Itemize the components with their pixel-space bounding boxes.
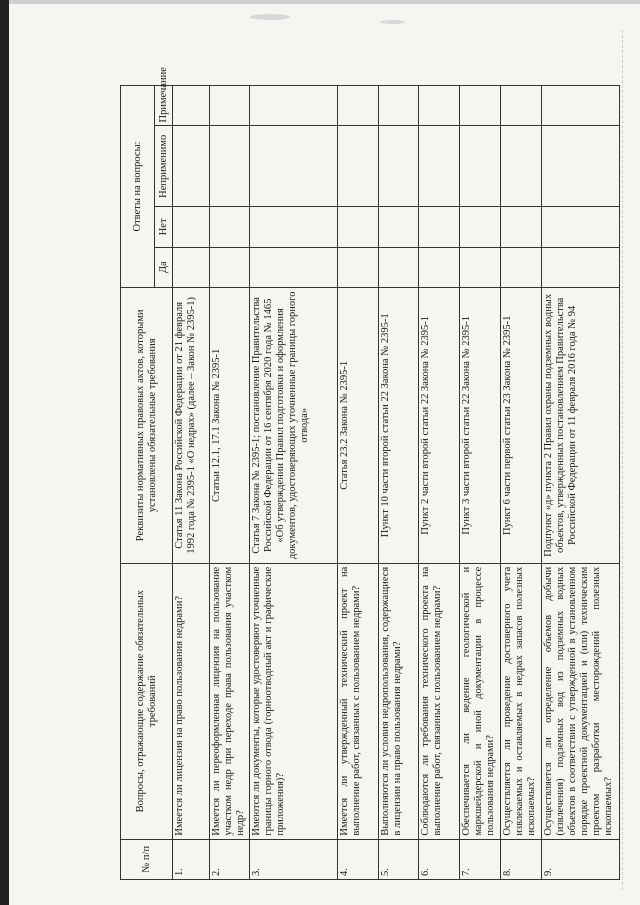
answer-yes-cell[interactable] xyxy=(542,247,620,287)
table-row xyxy=(542,86,620,880)
scan-right-fold xyxy=(622,30,624,890)
answer-note-cell[interactable] xyxy=(337,86,378,126)
answer-no-cell[interactable] xyxy=(337,207,378,247)
row-requisites: Пункт 10 части второй статьи 22 Закона № 2395-1 xyxy=(378,287,419,563)
answer-yes-cell[interactable] xyxy=(378,247,419,287)
answer-yes-cell[interactable] xyxy=(249,247,337,287)
row-question: Имеется ли переоформленная лицензия на пользование участком недр при переходе права пользования участком недр? xyxy=(209,563,249,839)
col-answers-header: Ответы на вопросы: xyxy=(121,86,155,288)
answer-not-applicable-cell[interactable] xyxy=(460,126,501,207)
answer-not-applicable-cell[interactable] xyxy=(378,126,419,207)
col-num-header: № п/п xyxy=(121,839,173,879)
scan-noise xyxy=(250,14,290,20)
row-num: 7. xyxy=(460,839,501,879)
answer-not-applicable-cell[interactable] xyxy=(209,126,249,207)
row-requisites: Пункт 2 части второй статьи 22 Закона № 2395-1 xyxy=(419,287,460,563)
row-question: Выполняются ли условия недропользования, содержащиеся в лицензии на право пользования недрами? xyxy=(378,563,419,839)
row-num: 9. xyxy=(542,839,620,879)
answer-yes-cell[interactable] xyxy=(337,247,378,287)
row-num: 3. xyxy=(249,839,337,879)
answer-not-applicable-cell[interactable] xyxy=(173,126,210,207)
answer-not-applicable-cell[interactable] xyxy=(249,126,337,207)
answer-note-cell[interactable] xyxy=(173,86,210,126)
answer-no-cell[interactable] xyxy=(501,207,542,247)
answer-not-applicable-cell[interactable] xyxy=(337,126,378,207)
row-num: 4. xyxy=(337,839,378,879)
row-question: Соблюдаются ли требования технического проекта на выполнение работ, связанных с пользованием недрами? xyxy=(419,563,460,839)
table-row xyxy=(501,86,542,880)
table-row xyxy=(460,86,501,880)
answer-not-applicable-cell[interactable] xyxy=(501,126,542,207)
col-question-header: Вопросы, отражающие содержание обязательных требований xyxy=(121,563,173,839)
answer-yes-cell[interactable] xyxy=(501,247,542,287)
answer-yes-cell[interactable] xyxy=(460,247,501,287)
scan-noise xyxy=(380,20,405,24)
row-question: Обеспечивается ли ведение геологической и маркшейдерской и иной документации в процессе пользования недрами? xyxy=(460,563,501,839)
document-table-rotated xyxy=(120,67,620,880)
answer-yes-cell[interactable] xyxy=(419,247,460,287)
col-yes-header: Да xyxy=(155,247,173,287)
row-requisites: Статья 11 Закона Российской Федерации от 21 февраля 1992 года № 2395-1 «О недрах» (далее – Закон № 2395-1) xyxy=(173,287,210,563)
row-requisites: Пункт 3 части второй статьи 22 Закона № 2395-1 xyxy=(460,287,501,563)
table-row xyxy=(209,86,249,880)
answer-yes-cell[interactable] xyxy=(173,247,210,287)
col-requisites-header: Реквизиты нормативных правовых актов, которыми установлены обязательные требования xyxy=(121,287,173,563)
row-requisites: Статья 7 Закона № 2395-1; постановление Правительства Российской Федерации от 16 сентября 2020 года № 1465 «Об утверждении Правил подготовки и оформления документов, удостоверяющих уточненные границы горного отвода» xyxy=(249,287,337,563)
answer-no-cell[interactable] xyxy=(378,207,419,247)
col-no-header: Нет xyxy=(155,207,173,247)
row-question: Имеется ли лицензия на право пользования недрами? xyxy=(173,563,210,839)
col-not-applicable-header: Неприменимо xyxy=(155,126,173,207)
row-num: 5. xyxy=(378,839,419,879)
row-requisites: Статья 23.2 Закона № 2395-1 xyxy=(337,287,378,563)
answer-no-cell[interactable] xyxy=(249,207,337,247)
row-question: Осуществляется ли проведение достоверного учета извлекаемых и оставляемых в недрах запасов полезных ископаемых? xyxy=(501,563,542,839)
answer-note-cell[interactable] xyxy=(249,86,337,126)
row-num: 1. xyxy=(173,839,210,879)
answer-not-applicable-cell[interactable] xyxy=(419,126,460,207)
row-requisites: Подпункт «д» пункта 2 Правил охраны подземных водных объектов, утвержденных постановлением Правительства Российской Федерации от 11 февраля 2016 года № 94 xyxy=(542,287,620,563)
col-note-header: Примечание xyxy=(155,86,173,126)
row-num: 2. xyxy=(209,839,249,879)
answer-not-applicable-cell[interactable] xyxy=(542,126,620,207)
table-row xyxy=(337,86,378,880)
answer-yes-cell[interactable] xyxy=(209,247,249,287)
scan-left-edge xyxy=(0,0,9,905)
answer-note-cell[interactable] xyxy=(501,86,542,126)
answer-note-cell[interactable] xyxy=(419,86,460,126)
row-num: 6. xyxy=(419,839,460,879)
answer-no-cell[interactable] xyxy=(460,207,501,247)
answer-note-cell[interactable] xyxy=(209,86,249,126)
row-question: Имеются ли документы, которые удостоверяют уточненные границы горного отвода (горноотводный акт и графические приложения)? xyxy=(249,563,337,839)
row-requisites: Статьи 12.1, 17.1 Закона № 2395-1 xyxy=(209,287,249,563)
answer-note-cell[interactable] xyxy=(542,86,620,126)
table-row xyxy=(173,86,210,880)
scan-top-edge xyxy=(0,0,640,4)
table-row xyxy=(378,86,419,880)
row-requisites: Пункт 6 части первой статьи 23 Закона № 2395-1 xyxy=(501,287,542,563)
answer-note-cell[interactable] xyxy=(460,86,501,126)
answer-no-cell[interactable] xyxy=(173,207,210,247)
answer-note-cell[interactable] xyxy=(378,86,419,126)
answer-no-cell[interactable] xyxy=(209,207,249,247)
row-num: 8. xyxy=(501,839,542,879)
answer-no-cell[interactable] xyxy=(419,207,460,247)
table-row xyxy=(249,86,337,880)
answer-no-cell[interactable] xyxy=(542,207,620,247)
table-row xyxy=(419,86,460,880)
row-question: Осуществляется ли определение объемов добычи (извлечения) подземных вод из подземных водных объектов в соответствии с утвержденной в установленном порядке проектной документацией и (или) техническим проектом разработки месторождений полезных ископаемых? xyxy=(542,563,620,839)
row-question: Имеется ли утвержденный технический проект на выполнение работ, связанных с пользованием недрами? xyxy=(337,563,378,839)
table-header-row xyxy=(121,86,155,880)
checklist-table xyxy=(120,67,620,880)
